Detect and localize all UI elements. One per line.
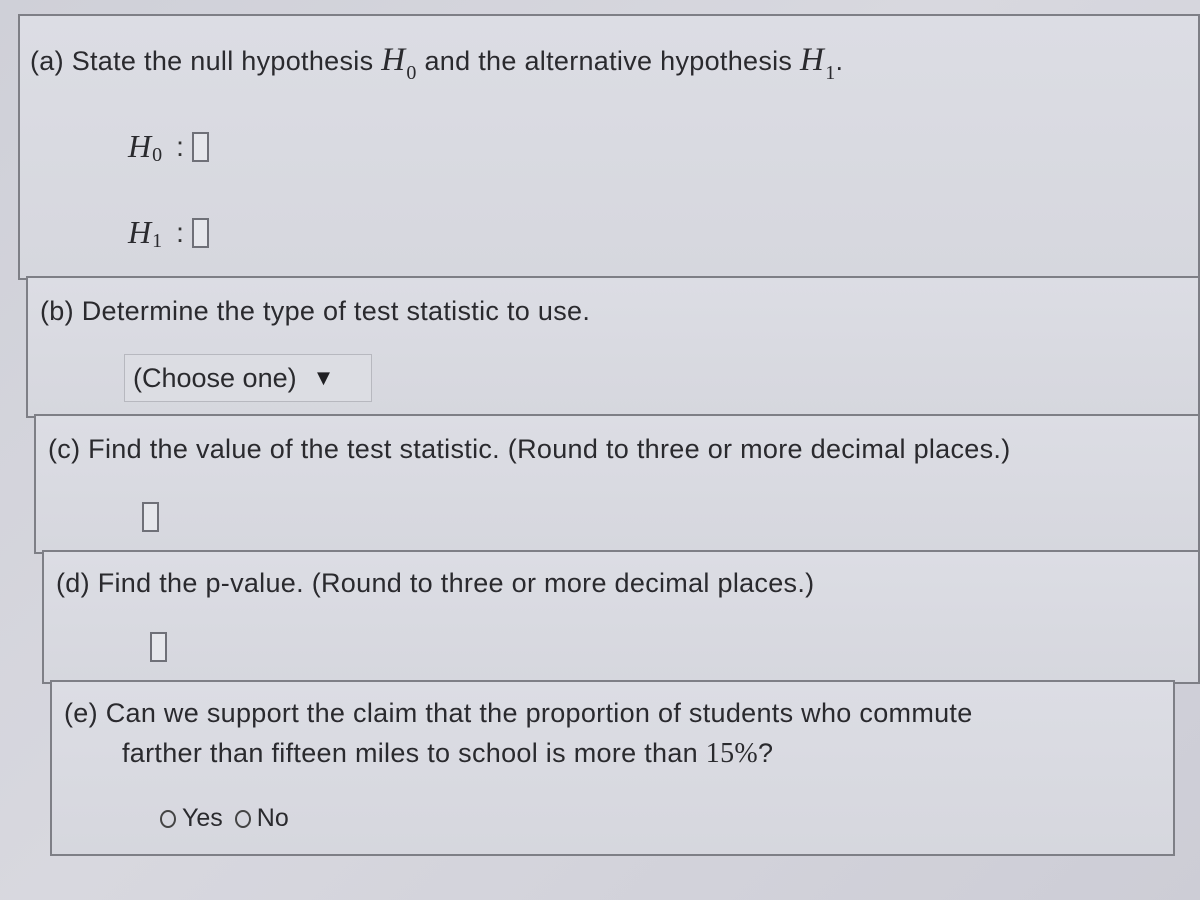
part-a-period: . bbox=[835, 46, 844, 76]
test-statistic-select[interactable] bbox=[124, 354, 372, 402]
part-a-section bbox=[18, 14, 1200, 280]
h0-symbol: H bbox=[381, 42, 406, 78]
support-claim-options bbox=[160, 804, 301, 833]
yes-option-label: Yes bbox=[182, 804, 223, 832]
alt-h-subscript: 1 bbox=[152, 230, 163, 252]
null-hypothesis-row bbox=[128, 128, 209, 165]
part-e-label-line2 bbox=[122, 738, 773, 770]
no-radio-circle-icon[interactable] bbox=[235, 810, 251, 828]
p-value-input[interactable] bbox=[150, 632, 167, 662]
claim-percent: 15% bbox=[705, 738, 759, 769]
yes-radio-circle-icon[interactable] bbox=[160, 810, 176, 828]
no-option-label: No bbox=[256, 804, 289, 832]
alt-colon: : bbox=[176, 216, 184, 248]
h1-symbol: H bbox=[800, 42, 825, 78]
null-colon: : bbox=[176, 130, 184, 162]
alt-hypothesis-input[interactable] bbox=[192, 218, 209, 248]
alt-hypothesis-row bbox=[128, 214, 209, 251]
part-e-line2-prefix: farther than fifteen miles to school is more than bbox=[122, 738, 698, 768]
h1-subscript: 1 bbox=[825, 62, 836, 84]
part-c-section bbox=[34, 414, 1200, 554]
null-hypothesis-input[interactable] bbox=[192, 132, 209, 162]
alt-h-symbol: H bbox=[128, 214, 152, 250]
null-h-subscript: 0 bbox=[152, 144, 163, 166]
part-d-label: (d) Find the p-value. (Round to three or more decimal places.) bbox=[56, 568, 815, 598]
part-a-label: (a) State the null hypothesis bbox=[30, 46, 374, 76]
part-c-label: (c) Find the value of the test statistic. (Round to three or more decimal places.) bbox=[48, 434, 1011, 464]
part-b-section bbox=[26, 276, 1200, 418]
part-a-connector: and the alternative hypothesis bbox=[424, 46, 793, 76]
h0-subscript: 0 bbox=[406, 62, 417, 84]
part-e-section bbox=[50, 680, 1175, 856]
no-radio[interactable] bbox=[235, 804, 289, 833]
yes-radio[interactable] bbox=[160, 804, 223, 833]
part-a-prompt bbox=[30, 42, 844, 84]
null-h-symbol: H bbox=[128, 128, 152, 164]
test-statistic-input[interactable] bbox=[142, 502, 159, 532]
part-d-section bbox=[42, 550, 1200, 684]
part-e-line2-suffix: ? bbox=[758, 738, 774, 768]
test-statistic-select-value: (Choose one) bbox=[133, 362, 297, 393]
part-e-label-line1: (e) Can we support the claim that the proportion of students who commute bbox=[64, 698, 973, 728]
part-b-label: (b) Determine the type of test statistic to use. bbox=[40, 296, 591, 326]
dropdown-arrow-icon: ▼ bbox=[312, 365, 335, 390]
